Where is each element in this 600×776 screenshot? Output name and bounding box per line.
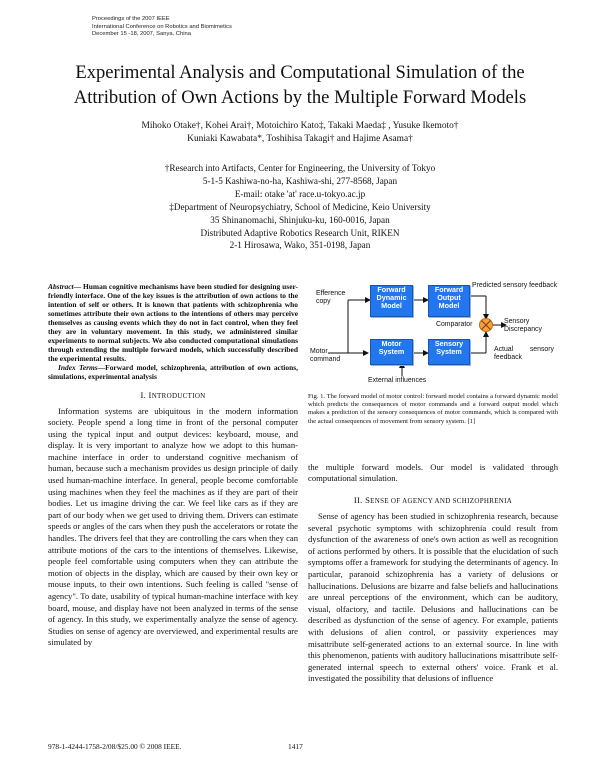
section-title-cap: I [148, 389, 152, 400]
section-heading-introduction [48, 390, 298, 402]
introduction-continued: the multiple forward models. Our model is validated through computational simulation. [308, 461, 558, 484]
proceedings-header [92, 16, 232, 39]
affiliation-line: 35 Shinanomachi, Shinjuku-ku, 160-0016, Japan [210, 214, 390, 225]
affiliations [60, 162, 540, 252]
index-terms [48, 363, 298, 381]
figure-caption: Fig. 1. The forward model of motor control: forward model contains a forward dynamic model which predicts the consequences of motor commands and a forward output model which makes a prediction of the sensory consequences of motor commands, which is compared with the actual consequences of movement from sensory system. [1] [308, 393, 559, 425]
affiliation-line: ‡Department of Neuropsychiatry, School of Medicine, Keio University [169, 201, 431, 212]
section-numeral: I. [140, 389, 147, 400]
label-sensory-discrepancy: Sensory Discrepancy [504, 318, 542, 333]
page-number: 1417 [288, 742, 303, 751]
forward-output-model-box [428, 285, 470, 317]
section-title-rest: ENSE OF AGENCY AND SCHIZOPHRENIA [370, 497, 513, 505]
left-column [48, 282, 298, 649]
label-efference-copy: Efference copy [316, 290, 346, 305]
footer-isbn: 978-1-4244-1758-2/08/$25.00 © 2008 IEEE. [48, 742, 182, 751]
right-column [308, 282, 558, 685]
authors-line-1: Mihoko Otake†, Kohei Arai†, Motoichiro Kato‡, Takaki Maeda‡ , Yusuke Ikemoto† [141, 121, 459, 131]
affiliation-line: Distributed Adaptive Robotics Research Unit, RIKEN [200, 227, 400, 238]
box-label: Forward Output Model [434, 285, 464, 310]
proceedings-line-3: December 15 -18, 2007, Sanya, China [92, 31, 191, 38]
abstract [48, 282, 298, 363]
title-line-2: Attribution of Own Actions by the Multiple Forward Models [73, 87, 527, 108]
section-title-rest: NTRODUCTION [151, 391, 206, 400]
affiliation-line: †Research into Artifacts, Center for Engineering, the University of Tokyo [164, 163, 436, 173]
proceedings-line-1: Proceedings of the 2007 IEEE [92, 16, 170, 22]
label-actual-feedback: Actual sensory feedback [494, 346, 554, 361]
abstract-label: Abstract [48, 282, 74, 291]
figure-forward-model [308, 282, 558, 387]
label-predicted-feedback: Predicted sensory feedback [472, 282, 558, 289]
author-list [60, 120, 540, 147]
box-label: Forward Dynamic Model [376, 285, 407, 310]
authors-line-2: Kuniaki Kawabata*, Toshihisa Takagi† and Hajime Asama† [187, 134, 413, 145]
forward-dynamic-model-box [370, 285, 413, 317]
index-terms-label: Index Terms [58, 363, 98, 373]
index-terms-text: —Forward model, schizophrenia, attribution of own actions, simulations, experimental analysis [48, 363, 298, 382]
label-comparator: Comparator [436, 321, 473, 328]
proceedings-line-2: International Conference on Robotics and Biomimetics [92, 23, 232, 30]
label-external-influences: External influences [368, 377, 427, 384]
label-motor-command: Motor command [310, 348, 341, 363]
box-label: Motor System [378, 339, 405, 356]
section-heading-sense-of-agency [308, 495, 558, 507]
affiliation-line: 2-1 Hirosawa, Wako, 351-0198, Japan [229, 240, 371, 251]
section-title-cap: S [365, 495, 371, 505]
spacer [308, 434, 558, 462]
motor-system-box [370, 339, 413, 365]
paper-title [40, 60, 560, 110]
box-label: Sensory System [434, 339, 464, 356]
title-line-1: Experimental Analysis and Computational Simulation of the [75, 62, 525, 83]
sense-of-agency-paragraph: Sense of agency has been studied in schizophrenia research, because several psychotic symptoms with schizophrenia could result from dysfunction of the awareness of one's own action as well as recognition of actions performed by others. It is possible that the elucidation of such symptoms offer a framework for studying the determinants of agency. In particular, paranoid schizophrenia has a variety of delusions or hallucinations. Delusions are bizarre and false beliefs and hallucinations are unreal perceptions of the environment, which can be auditory, visual, olfactory, and tactile. Delusions and hallucinations can be described as dysfunction of the sense of agency. For example, patients with delusions of alien control, or passivity experiences may misattribute self-generated actions to an external source. In line with this phenomenon, patients with auditory hallucinations misattribute self-generated internal speech to external others' voice. Frank et al. investigated the possibility that delusions of influence [308, 511, 558, 684]
abstract-text: — Human cognitive mechanisms have been studied for designing user-friendly interface. One of the key issues is the attribution of own actions to the intention of self or others. It is known that patients with schizophrenia who sometimes attribute their own actions to the intentions of others may perceive themselves as causing events which they do not in fact control, when they feel they are in voluntary movement. In this study, we administered similar experiments to normal subjects. We also conducted computational simulations through extending the multiple forward models, which successfully described the experimental results. [48, 282, 298, 364]
sensory-system-box [428, 339, 470, 365]
affiliation-line: 5-1-5 Kashiwa-no-ha, Kashiwa-shi, 277-8568, Japan [202, 175, 398, 186]
introduction-paragraph: Information systems are ubiquitous in the modern information society. People spend a long time in front of the personal computer using the typical input and output devices: keyboard, mouse, and display. It is very important to analyze how we adopt to this human-machine interface in order to understand cognitive mechanism of human, because such a mechanism provides us design principle of daily used human-machine interface. In general, people become comfortable using machines when they feel the machines as if they are part of their bodies. Let us imagine driving the car. We feel like cars as if they are part of our body when we get used to driving them. Drivers can estimate speeds or angles of the cars when they push the accelerators or rotate the handles. The drivers feel that they are controlling the cars when they can attribute motions of the cars to the intentions of themselves. Likewise, people feel comfortable using computers when they can attribute the motion of objects in the display, which are caused by their own key or mouse inputs, to their own intentions. Such feeling is called "sense of agency". To date, usability of typical human-machine interface with key board, mouse, and display have not been analyzed in terms of the sense of agency. In this study, we experimentally analyze the sense of agency. Studies on sense of agency are overviewed, and experimental results are simulated by [48, 405, 298, 648]
section-numeral: II. [353, 495, 363, 505]
affiliation-line: E-mail: otake 'at' race.u-tokyo.ac.jp [234, 188, 366, 199]
